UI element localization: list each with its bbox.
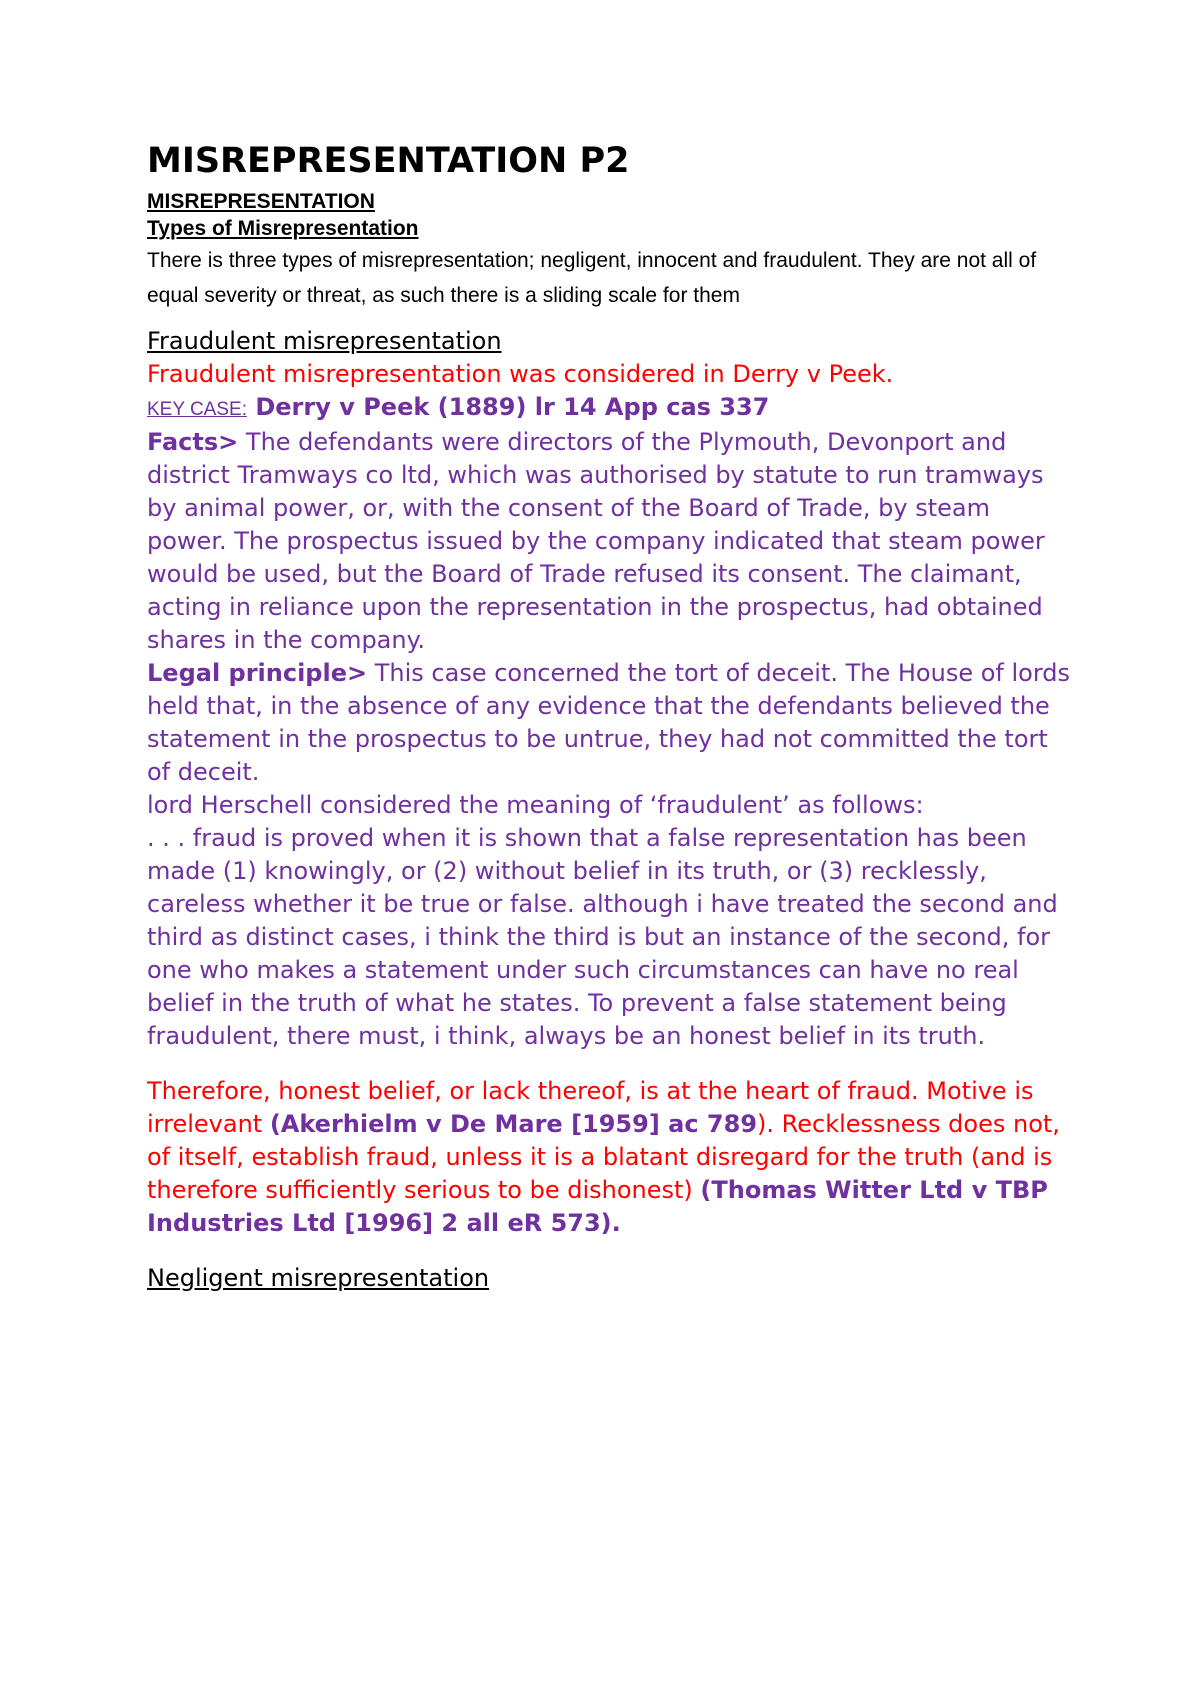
spacer bbox=[147, 1240, 1077, 1262]
principle-text: This case concerned the tort of deceit. The House of lords held that, in the absence of any evidence that the defendants believed the statement in the prospectus to be untrue, they had not committed the tort of deceit. bbox=[147, 658, 1071, 786]
document-title: MISREPRESENTATION P2 bbox=[147, 141, 630, 181]
herschell-intro: lord Herschell considered the meaning of ‘fraudulent’ as follows: bbox=[147, 790, 924, 819]
fraudulent-lead: Fraudulent misrepresentation was considered in Derry v Peek. bbox=[147, 359, 894, 388]
conclusion-case-1: (Akerhielm v De Mare [1959] ac 789 bbox=[269, 1109, 758, 1138]
herschell-quote: . . . fraud is proved when it is shown that a false representation has been made (1) knowingly, or (2) without belief in its truth, or (3) recklessly, careless whether it be true or false. although i have treated the second and third as distinct cases, i think the third is but an instance of the second, for one who makes a statement under such circumstances can have no real belief in the truth of what he states. To prevent a false statement being fraudulent, there must, i think, always be an honest belief in its truth. bbox=[147, 823, 1058, 1050]
conclusion-text-2: ). Recklessness does not, of itself, establish fraud, unless it is a blatant disregard for the truth (and is therefore sufficiently serious to be dishonest) bbox=[147, 1109, 1060, 1204]
facts-label: Facts> bbox=[147, 427, 239, 456]
spacer bbox=[147, 313, 1077, 325]
section-heading: MISREPRESENTATION bbox=[147, 190, 375, 213]
key-case-line bbox=[147, 391, 1077, 426]
spacer bbox=[147, 1053, 1077, 1075]
fraudulent-heading: Fraudulent misrepresentation bbox=[147, 326, 502, 355]
key-case-label: KEY CASE: bbox=[147, 398, 247, 420]
negligent-heading: Negligent misrepresentation bbox=[147, 1263, 490, 1292]
facts-paragraph bbox=[147, 426, 1077, 657]
conclusion-paragraph bbox=[147, 1075, 1077, 1240]
conclusion-case-2: (Thomas Witter Ltd v TBP Industries Ltd [1996] 2 all eR 573). bbox=[147, 1175, 1048, 1237]
intro-paragraph: There is three types of misrepresentation; negligent, innocent and fraudulent. They are not all of equal severity or threat, as such there is a sliding scale for them bbox=[147, 248, 1037, 307]
facts-text: The defendants were directors of the Plymouth, Devonport and district Tramways co ltd, which was authorised by statute to run tramways by animal power, or, with the consent of the Board of Trade, by steam power. The prospectus issued by the company indicated that steam power would be used, but the Board of Trade refused its consent. The claimant, acting in reliance upon the representation in the prospectus, had obtained shares in the company. bbox=[147, 427, 1045, 654]
document-page bbox=[147, 140, 1077, 1295]
principle-label: Legal principle> bbox=[147, 658, 368, 687]
key-case-name: Derry v Peek (1889) lr 14 App cas 337 bbox=[246, 392, 770, 421]
conclusion-text-1: Therefore, honest belief, or lack thereof, is at the heart of fraud. Motive is irrelevant bbox=[147, 1076, 1034, 1138]
principle-paragraph bbox=[147, 657, 1077, 789]
types-subheading: Types of Misrepresentation bbox=[147, 217, 419, 241]
fraudulent-section bbox=[147, 325, 1077, 1295]
